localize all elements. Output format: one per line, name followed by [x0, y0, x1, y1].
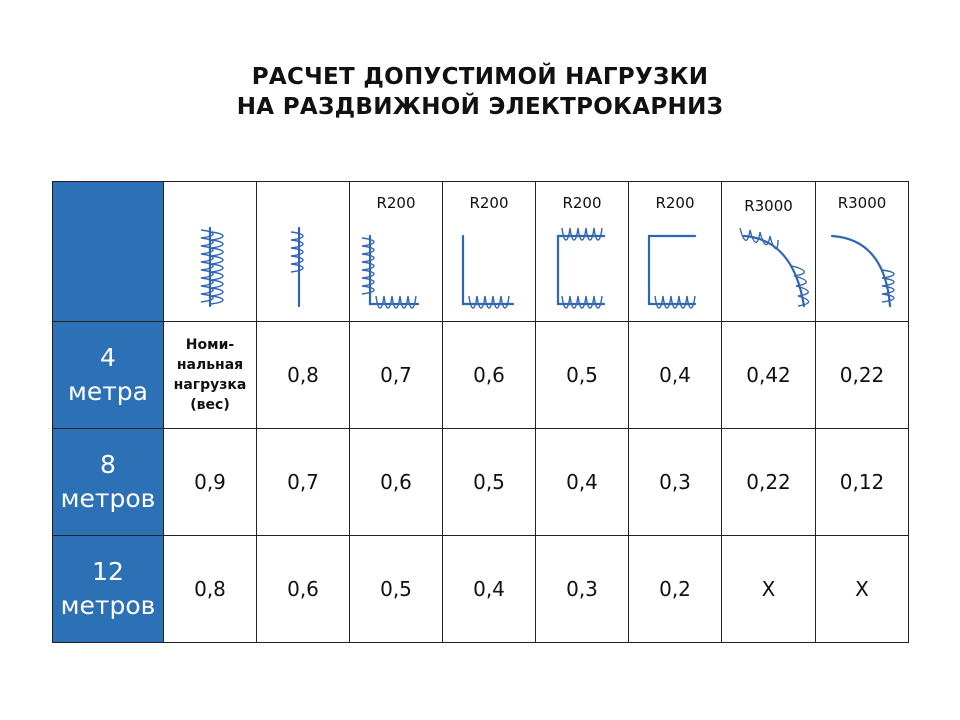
radius-label: R200: [562, 194, 602, 212]
column-header-3: [350, 182, 443, 322]
column-header-8: [816, 182, 909, 322]
value-cell: X: [722, 536, 816, 643]
l-rail-corner-icon: [350, 182, 443, 322]
length-unit: метра: [68, 377, 148, 406]
value-cell: 0,5: [536, 322, 629, 429]
length-number: 8: [100, 450, 116, 479]
column-header-4: [443, 182, 536, 322]
table-row: [53, 429, 909, 536]
radius-label: R3000: [744, 197, 793, 215]
length-unit: метров: [60, 484, 156, 513]
value-cell: 0,4: [536, 429, 629, 536]
l-rail-icon: [443, 182, 536, 322]
length-number: 12: [92, 557, 124, 586]
length-unit: метров: [60, 591, 156, 620]
l-rail-inverted-icon: [629, 182, 722, 322]
nominal-load-label: Номи- нальная нагрузка (вес): [164, 322, 257, 429]
u-rail-icon: [536, 182, 629, 322]
column-header-5: [536, 182, 629, 322]
row-header-length: [53, 429, 164, 536]
column-header-6: [629, 182, 722, 322]
double-curtain-icon: [164, 182, 257, 322]
column-header-1: [164, 182, 257, 322]
title-line-1: РАСЧЕТ ДОПУСТИМОЙ НАГРУЗКИ: [251, 64, 709, 90]
value-cell: 0,6: [257, 536, 350, 643]
value-cell: 0,8: [257, 322, 350, 429]
radius-label: R200: [655, 194, 695, 212]
value-cell: 0,4: [629, 322, 722, 429]
single-curtain-icon: [257, 182, 350, 322]
value-cell: 0,4: [443, 536, 536, 643]
radius-label: R200: [469, 194, 509, 212]
value-cell: 0,42: [722, 322, 816, 429]
value-cell: 0,6: [443, 322, 536, 429]
value-cell: 0,3: [629, 429, 722, 536]
column-header-2: [257, 182, 350, 322]
value-cell: 0,5: [350, 536, 443, 643]
column-header-7: [722, 182, 816, 322]
value-cell: X: [816, 536, 909, 643]
value-cell: 0,22: [816, 322, 909, 429]
value-cell: 0,6: [350, 429, 443, 536]
value-cell: 0,8: [164, 536, 257, 643]
value-cell: 0,7: [350, 322, 443, 429]
value-cell: 0,3: [536, 536, 629, 643]
load-table: [52, 181, 909, 643]
arc-rail-single-icon: [816, 182, 910, 322]
row-header-length: [53, 536, 164, 643]
radius-label: R3000: [837, 194, 887, 212]
corner-cell: [53, 182, 164, 322]
header-row: [53, 182, 909, 322]
value-cell: 0,5: [443, 429, 536, 536]
value-cell: 0,9: [164, 429, 257, 536]
value-cell: 0,2: [629, 536, 722, 643]
radius-label: R200: [376, 194, 416, 212]
value-cell: 0,22: [722, 429, 816, 536]
length-number: 4: [100, 343, 116, 372]
title-line-2: НА РАЗДВИЖНОЙ ЭЛЕКТРОКАРНИЗ: [236, 94, 724, 120]
value-cell: 0,12: [816, 429, 909, 536]
table-row: [53, 322, 909, 429]
page-title: [0, 62, 960, 122]
arc-rail-double-icon: [722, 182, 815, 322]
row-header-length: [53, 322, 164, 429]
value-cell: 0,7: [257, 429, 350, 536]
table-row: [53, 536, 909, 643]
